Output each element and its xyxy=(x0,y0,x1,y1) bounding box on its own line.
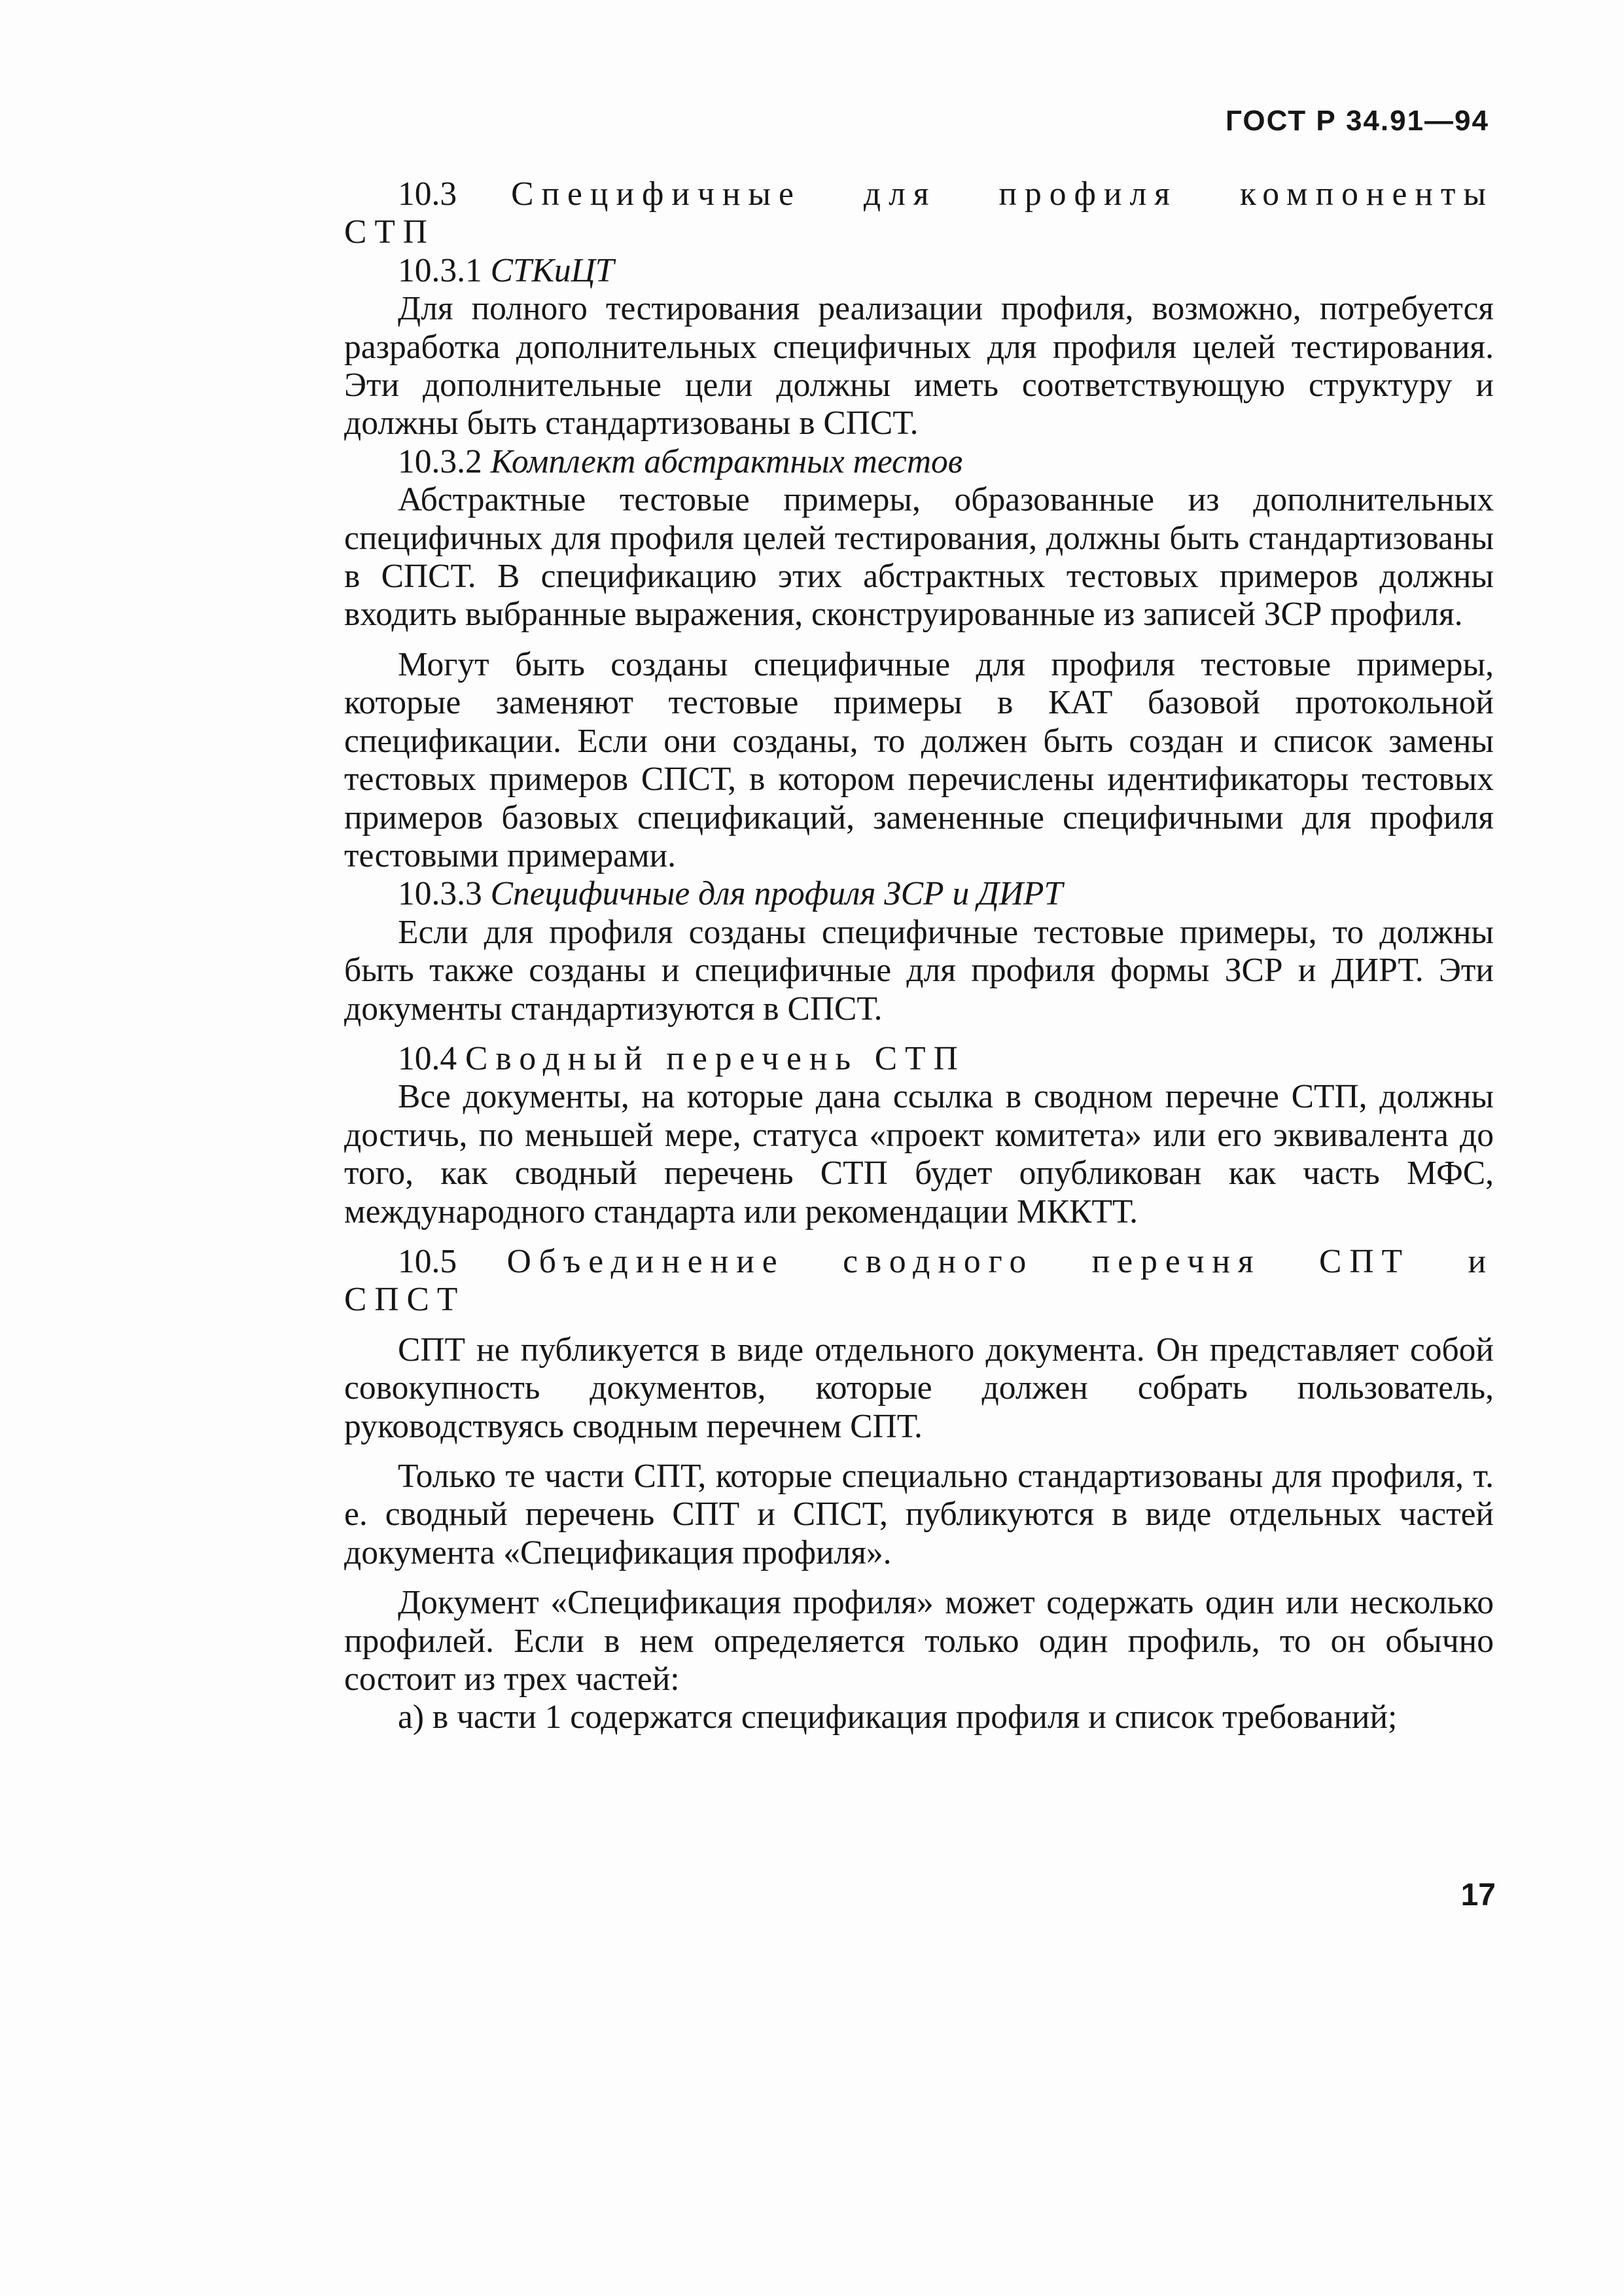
subsection-heading-10-3-2 xyxy=(344,443,1494,481)
section-number: 10.4 xyxy=(398,1039,457,1077)
section-heading-10-3 xyxy=(344,175,1494,213)
paragraph: Для полного тестирования реализации профиля, возможно, потребуется разработка дополнительных специфичных для профиля целей тестирования. Эти дополнительные цели должны иметь соответствующую структуру и должны быть стандартизованы в СПСТ. xyxy=(344,290,1494,442)
section-number: 10.5 xyxy=(398,1242,457,1280)
paragraph: Если для профиля созданы специфичные тестовые примеры, то должны быть также созданы и специфичные для профиля формы ЗСР и ДИРТ. Эти документы стандартизуются в СПСТ. xyxy=(344,913,1494,1028)
subsection-number: 10.3.1 xyxy=(398,251,482,289)
section-title-continuation: СТП xyxy=(344,213,435,251)
section-title: Специфичные для профиля компоненты xyxy=(511,175,1494,213)
section-title: Объединение сводного перечня СПТ и xyxy=(506,1242,1494,1280)
subsection-heading-10-3-1 xyxy=(344,252,1494,290)
subsection-title: СТКиЦТ xyxy=(490,251,614,289)
section-heading-10-5 xyxy=(344,1243,1494,1281)
subsection-number: 10.3.2 xyxy=(398,442,482,480)
paragraph: Абстрактные тестовые примеры, образованные из дополнительных специфичных для профиля целей тестирования, должны быть стандартизованы в СПСТ. В спецификацию этих абстрактных тестовых примеров должны входить выбранные выражения, сконструированные из записей ЗСР профиля. xyxy=(344,481,1494,634)
section-title: Сводный перечень СТП xyxy=(465,1039,966,1077)
section-heading-10-4 xyxy=(344,1040,1494,1078)
paragraph: СПТ не публикуется в виде отдельного документа. Он представляет собой совокупность документов, которые должен собрать пользователь, руководствуясь сводным перечнем СПТ. xyxy=(344,1331,1494,1445)
subsection-title: Комплект абстрактных тестов xyxy=(490,442,963,480)
subsection-title: Специфичные для профиля ЗСР и ДИРТ xyxy=(490,875,1063,913)
list-item: а) в части 1 содержатся спецификация профиля и список требований; xyxy=(398,1698,1398,1736)
paragraph: Могут быть созданы специфичные для профиля тестовые примеры, которые заменяют тестовые примеры в КАТ базовой протокольной спецификации. Если они созданы, то должен быть создан и список замены тестовых примеров СПСТ, в котором перечислены идентификаторы тестовых примеров базовых спецификаций, замененные специфичными для профиля тестовыми примерами. xyxy=(344,645,1494,874)
subsection-heading-10-3-3 xyxy=(344,875,1494,913)
standard-designation: ГОСТ Р 34.91—94 xyxy=(1226,105,1489,137)
paragraph: Документ «Спецификация профиля» может содержать один или несколько профилей. Если в нем определяется только один профиль, то он обычно состоит из трех частей: xyxy=(344,1584,1494,1698)
section-title-continuation: СПСТ xyxy=(344,1281,466,1319)
section-number: 10.3 xyxy=(398,175,457,213)
document-body xyxy=(344,175,1494,1737)
paragraph: Все документы, на которые дана ссылка в сводном перечне СТП, должны достичь, по меньшей мере, статуса «проект комитета» или его эквивалента до того, как сводный перечень СТП будет опубликован как часть МФС, международного стандарта или рекомендации МККТТ. xyxy=(344,1078,1494,1230)
paragraph: Только те части СПТ, которые специально стандартизованы для профиля, т. е. сводный перечень СПТ и СПСТ, публикуются в виде отдельных частей документа «Спецификация профиля». xyxy=(344,1458,1494,1571)
subsection-number: 10.3.3 xyxy=(398,875,482,913)
page-number: 17 xyxy=(1460,1878,1496,1912)
